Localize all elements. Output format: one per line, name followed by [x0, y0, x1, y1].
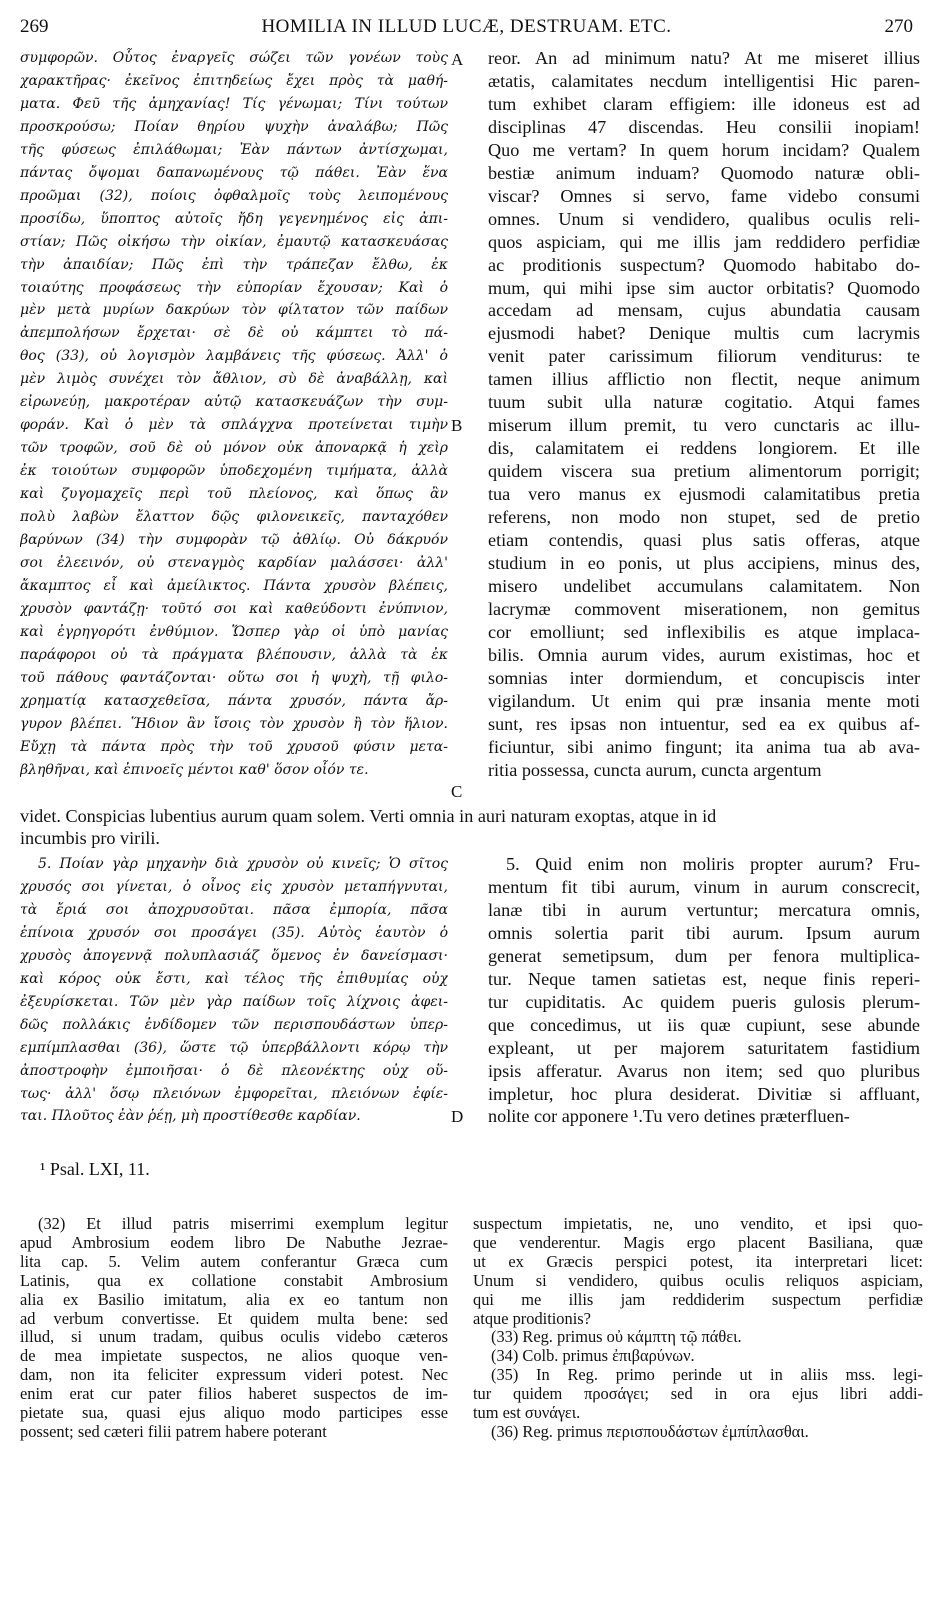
text-line: sunt, res ipsas non intuentur, sed ea ex quibus af- — [488, 713, 920, 734]
text-line: τὴν ἀπαιδίαν; Πῶς ἐπὶ τὴν τράπεζαν ἔλθω, ἐκ — [20, 256, 448, 273]
full-width-line: incumbis pro virili. — [20, 828, 160, 848]
greek-column-top — [20, 47, 448, 782]
text-line: expleant, ut per majorem saturitatem fastidium — [488, 1037, 920, 1058]
text-line: tamen illius afflictio non flectit, neque animum — [488, 369, 920, 390]
text-line: etiam contendis, quasi plus satis offeras, atque — [488, 530, 920, 551]
text-line: tuum subit ulla naturæ cogitatio. Atqui fames — [488, 392, 920, 413]
text-line: 5. Quid enim non moliris propter aurum? Fru- — [506, 854, 920, 874]
text-line: ritia possessa, cuncta aurum, cuncta argentum — [488, 759, 822, 780]
text-line: mum, qui mihi ipse sim auctor orbitatis? Quomodo — [488, 277, 920, 298]
note-line: que venderentur. Magis ergo placent Basiliana, quæ — [473, 1233, 923, 1252]
text-line: que concedimus, ut iis quæ cupiunt, sese abunde — [488, 1014, 920, 1035]
text-line: γυρον βλέπει. Ἥδιον ἂν ἴσοις τὸν χρυσὸν ἢ τὸν ἥλιον. — [20, 715, 448, 732]
note-line: (35) In Reg. primo perinde ut in aliis mss. legi- — [491, 1366, 923, 1385]
note-line: alia ex Basilio imitatum, alia ex eo tantum non — [20, 1290, 448, 1309]
margin-marker-d: D — [451, 1107, 464, 1126]
text-line: τὰ ἔριά σοι ἀποχρυσοῦται. πᾶσα ἐμπορία, πᾶσα — [20, 901, 448, 918]
text-line: τῆς φύσεως ἐπιλάθωμαι; Ἐὰν πάντων ἀντίσχωμαι, — [20, 141, 448, 158]
text-line: Εὔχῃ τὰ πάντα πρὸς τὴν τοῦ χρυσοῦ φύσιν μετα- — [20, 738, 448, 755]
text-line: impletur, hoc plura desiderat. Divitiæ si affluant, — [488, 1083, 920, 1104]
note-line: tum est συνάγει. — [473, 1404, 581, 1423]
text-line: πολὺ λαβὼν ἔλαττον δῷς φιλονεικεῖς, πανταχόθεν — [20, 509, 448, 526]
text-line: omnes. Unum si vendidero, qualibus oculis reli- — [488, 208, 920, 229]
text-line: ται. Πλοῦτος ἐὰν ῥέῃ, μὴ προστίθεσθε καρδίαν. — [20, 1108, 361, 1125]
text-line: τοῦ πάθους φαντάζονται· οὕτω σοι ἡ ψυχὴ, τῇ φιλο- — [20, 669, 448, 686]
text-line: βληθῆναι, καὶ ἐπινοεῖς μέντοι καθ' ὅσον οἷόν τε. — [20, 761, 369, 778]
text-line: σοι ἐλεεινόν, οὐ στεναγμὸς καρδίαν μαλάσσει· ἀλλ' — [20, 554, 448, 571]
text-line: Quo me vertam? In quem horum incidam? Qualem — [488, 139, 920, 160]
text-line: εἰρωνεύῃ, μακροτέραν αὐτῷ κατασκευάζων τὴν συμ- — [20, 394, 448, 411]
note-line: (32) Et illud patris miserrimi exemplum legitur — [38, 1215, 448, 1233]
text-line: εμπίμπλασθαι (36), ὥστε τῷ ὑπερβάλλοντι κόρῳ τὴν — [20, 1039, 448, 1056]
note-line: atque proditionis? — [473, 1309, 591, 1328]
text-line: bilis. Omnia aurum vides, aurum existimas, hoc et — [488, 644, 920, 665]
text-line: πάντας ὄψομαι δαπανωμένους τῷ πάθει. Ἐὰν ἕνα — [20, 164, 448, 181]
text-line: somnias inter dormiendum, et concupiscis inter — [488, 667, 920, 688]
text-line: accedam ad mensam, cujus abundatia causam — [488, 300, 920, 321]
text-line: venit pater carissimum filiorum venditurus: te — [488, 346, 920, 367]
text-line: μὲν μετὰ μυρίων δακρύων τὸν φίλτατον τῶν παίδων — [20, 302, 448, 319]
text-line: ac proditionis suspectum? Quomodo habitabo do- — [488, 254, 920, 275]
text-line: προῶμαι (32), ποίοις ὀφθαλμοῖς τοὺς λειπομένους — [20, 187, 448, 204]
text-line: χρηματίᾳ κατασχεθεῖσα, πάντα χρυσόν, πάντα ἄρ- — [20, 692, 448, 709]
text-line: προσκρούσω; Ποίαν θηρίου ψυχὴν ἀναλάβω; Πῶς — [20, 118, 448, 135]
note-line: pietate sua, quasi ejus aliquo modo participes esse — [20, 1404, 448, 1423]
margin-marker-b: B — [451, 416, 463, 435]
text-line: ficiuntur, sibi animo fingunt; ita anima tua ab ava- — [488, 736, 920, 757]
note-line: (33) Reg. primus οὐ κάμπτη τῷ πάθει. — [491, 1328, 742, 1347]
text-line: ἐκ τοιούτων συμφορῶν ὑποδεχομένη τιμήματα, ἀλλὰ — [20, 463, 448, 480]
text-line: omnis solertia parit tibi aurum. Ipsum aurum — [488, 922, 920, 943]
text-line: χρυσὸς ἀπογεννᾷ πολυπλασιάζ ὅμενος ἐν δανείσμασι· — [20, 947, 448, 964]
running-title: HOMILIA IN ILLUD LUCÆ, DESTRUAM. ETC. — [261, 16, 672, 37]
text-line: παράφοροι οὐ τὰ πράγματα βλέπουσιν, ἀλλὰ τὰ ἐκ — [20, 646, 448, 663]
text-line: ἀποστροφὴν ἐμποιῆσαι· ὁ δὲ πλεονέκτης οὐχ οὕ- — [20, 1062, 448, 1079]
text-line: tur cupiditatis. Ac quidem pueris gulosis plerum- — [488, 991, 920, 1012]
text-line: ματα. Φεῦ τῆς ἀμηχανίας! Τίς γένωμαι; Τίνι τούτων — [20, 95, 448, 112]
note-line: dam, non ita feliciter expressum videri potest. Nec — [20, 1366, 448, 1385]
text-line: cor emolliunt; sed inflexibilis es atque implaca- — [488, 621, 920, 642]
text-line: χρυσός σοι γίνεται, ὁ οἶνος εἰς χρυσὸν μεταπήγνυται, — [20, 878, 448, 895]
note-line: possent; sed cæteri filii patrem habere poterant — [20, 1422, 327, 1441]
text-line: καὶ κόρος οὐκ ἔστι, καὶ τέλος τῆς ἐπιθυμίας οὐχ — [20, 970, 448, 987]
text-line: ejusmodi habet? Denique multis cum lacrymis — [488, 323, 920, 344]
text-line: tum exhibet claram effigiem: ille idoneus est ad — [488, 93, 920, 114]
text-line: dis, calamitatem ei reddens longiorem. Et ille — [488, 438, 920, 459]
page-number-right: 270 — [884, 16, 913, 37]
text-line: ἐξευρίσκεται. Τῶν μὲν γὰρ παίδων τοῖς λίχνοις ἀφει- — [20, 993, 448, 1010]
text-line: τῶν τροφῶν, σοῦ δὲ οὐ μόνον οὐκ ἀποναρκᾷ ἡ χεὶρ — [20, 440, 448, 457]
note-line: lita cap. 5. Velim autem conferantur Græca cum — [20, 1252, 448, 1271]
note-line: apud Ambrosium eodem libro De Nabuthe Jezrae- — [20, 1233, 448, 1252]
note-line: de mea impietate suspectos, ne alios quoque ven- — [20, 1347, 448, 1366]
text-line: quos aspiciam, qui me illis jam reddidero perfidiæ — [488, 231, 920, 252]
text-line: reor. An ad minimum natu? At me miseret illius — [488, 48, 920, 68]
text-line: βαρύνων (34) τὴν συμφορὰν τῷ ἀθλίῳ. Οὐ δάκρυόν — [20, 532, 448, 549]
text-line: nolite cor apponere ¹.Tu vero detines præterfluen- — [488, 1106, 850, 1127]
note-line: ad verbum convertisse. Et quidem multa bene: sed — [20, 1309, 448, 1328]
text-line: στίαν; Πῶς οἰκήσω τὴν οἰκίαν, ἐμαυτῷ κατασκευάσας — [20, 233, 448, 250]
greek-column-bottom — [20, 853, 448, 1128]
note-line: Latinis, qua ex collatione constabit Ambrosium — [20, 1271, 448, 1290]
text-line: miserum illum premit, tu vero cunctaris ac illu- — [488, 415, 920, 436]
page-header — [20, 16, 913, 42]
text-line: lacrymæ commovent miserationem, non gemitus — [488, 598, 920, 619]
text-line: καὶ ζυγομαχεῖς περὶ τοῦ πλείονος, καὶ ὅπως ἂν — [20, 486, 448, 503]
text-line: lanæ tibi in aurum vertuntur; mercatura omnis, — [488, 899, 920, 920]
text-line: ipsis afferatur. Avarus non item; sed quo pluribus — [488, 1060, 920, 1081]
margin-marker-c: C — [451, 782, 463, 801]
text-line: vigilandum. Ut enim qui præ insania mente moti — [488, 690, 920, 711]
text-line: χαρακτῆρας· ἐκεῖνος ἐπιτηδείως ἔχει πρὸς τὰ μαθή- — [20, 72, 448, 89]
note-line: Unum si vendidero, quibus oculis reliquos aspiciam, — [473, 1271, 923, 1290]
note-line: enim erat cur pater filios haberet suspectos de im- — [20, 1385, 448, 1404]
text-line: generat semetipsum, dum per fenora multiplica- — [488, 945, 920, 966]
note-line: (34) Colb. primus ἐπιβαρύνων. — [491, 1347, 695, 1366]
full-width-line: videt. Conspicias lubentius aurum quam solem. Verti omnia in auri naturam exoptas, atque in id — [20, 806, 717, 826]
text-line: misero undelibet accumulans calamitatem. Non — [488, 575, 920, 596]
text-line: tur. Neque tamen satietas est, neque finis reperi- — [488, 968, 920, 989]
text-line: ἀπεμπολήσων ἔρχεται· σὲ δὲ οὐ κάμπτει τὸ πά- — [20, 325, 448, 342]
text-line: προσίδω, ὕποπτος αὐτοῖς ἤδη γεγενημένος εἰς ἀπι- — [20, 210, 448, 227]
text-line: συμφορῶν. Οὗτος ἐναργεῖς σώζει τῶν γονέων τοὺς — [20, 50, 448, 66]
latin-column-bottom — [488, 853, 920, 1128]
text-line: ἄκαμπτος εἶ καὶ ἀμείλικτος. Πάντα χρυσὸν βλέπεις, — [20, 577, 448, 594]
text-line: referens, non modo non stupet, sed de pretio — [488, 507, 920, 528]
note-line: ut ex Græcis perspici potest, ita interpretari licet: — [473, 1252, 923, 1271]
text-line: δῶς πολλάκις ἐνδίδομεν τῶν περισπουδάστων ὑπερ- — [20, 1016, 448, 1033]
margin-marker-a: A — [451, 50, 464, 69]
note-line: suspectum impietatis, ne, uno vendito, et ipsi quo- — [473, 1215, 923, 1233]
text-line: θος (33), οὐ λογισμὸν λαμβάνεις τῆς φύσεως. Ἀλλ' ὁ — [20, 348, 448, 365]
text-line: χρυσὸν φαντάζῃ· τοῦτό σοι καὶ καθεύδοντι ἐνύπνιον, — [20, 600, 448, 617]
latin-column-top — [488, 47, 920, 782]
text-line: τοιαύτης προφάσεως τὴν εὐπορίαν ἔχουσαν; Καὶ ὁ — [20, 279, 448, 296]
text-line: disciplinas 47 discendas. Heu consilii inopiam! — [488, 116, 920, 137]
text-line: μὲν λιμὸς συνέχει τὸν ἄθλιον, σὺ δὲ ἀναβάλλῃ, καὶ — [20, 371, 448, 388]
text-line: 5. Ποίαν γὰρ μηχανὴν διὰ χρυσὸν οὐ κινεῖς; Ὁ σῖτος — [38, 856, 448, 872]
text-line: τως· ἀλλ' ὅσῳ πλειόνων ἐμφορεῖται, πλειόνων ἐφίε- — [20, 1085, 448, 1102]
note-line: illud, si unum tradam, quibus oculis videbo cæteros — [20, 1328, 448, 1347]
text-line: tua vero manus ex ejusmodi calamitatibus pretia — [488, 484, 920, 505]
note-line: (36) Reg. primus περισπουδάστων ἐμπίπλασθαι. — [491, 1422, 809, 1441]
text-line: ἐπίνοια χρυσόν σοι προσάγει (35). Αὐτὸς ἑαυτὸν ὁ — [20, 924, 448, 941]
page-number-left: 269 — [20, 16, 49, 37]
text-line: καὶ ἐγρηγορότι ἐνθύμιον. Ὥσπερ γὰρ οἱ ὑπὸ μανίας — [20, 623, 448, 640]
text-line: ætatis, calamitates necdum intelligentisi Hic paren- — [488, 70, 920, 91]
text-line: mentum fit tibi aurum, vinum in aurum conscrecit, — [488, 876, 920, 897]
text-line: quidem viscera sua pretium alimentorum porrigit; — [488, 461, 920, 482]
note-line: qui me illis jam reddiderim suspectum perfidiæ — [473, 1290, 923, 1309]
scripture-footnote: ¹ Psal. LXI, 11. — [40, 1159, 150, 1179]
text-line: studium in eo ponis, ut plus accipiens, minus des, — [488, 552, 920, 573]
text-line: viscar? Omnes si servo, fame videbo consumi — [488, 185, 920, 206]
note-line: tur quidem προσάγει; sed in ora ejus libri addi- — [473, 1385, 923, 1404]
text-line: φοράν. Καὶ ὁ μὲν τὰ σπλάγχνα προτείνεται τιμὴν — [20, 417, 448, 434]
notes-right-column — [473, 1215, 923, 1442]
text-line: bestiæ animum induam? Quomodo naturæ obli- — [488, 162, 920, 183]
notes-left-column — [20, 1215, 448, 1442]
